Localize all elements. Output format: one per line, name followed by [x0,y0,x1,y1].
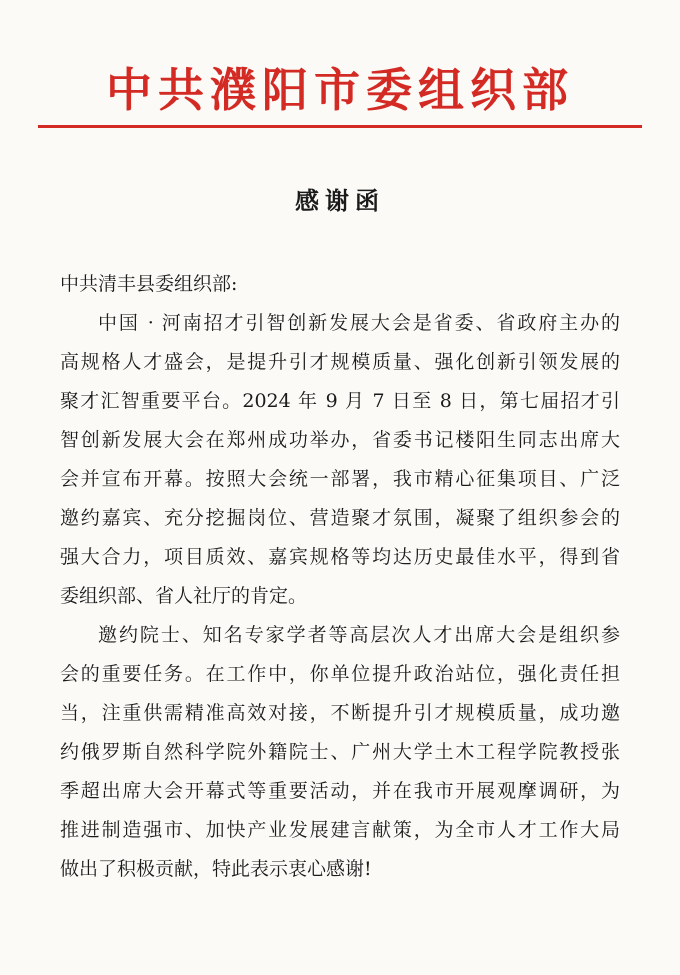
salutation: 中共清丰县委组织部: [60,273,238,295]
paragraph-2-line-6: 推进制造强市、加快产业发展建言献策，为全市人才工作大局 [60,819,620,841]
paragraph-1-line-7: 强大合力，项目质效、嘉宾规格等均达历史最佳水平，得到省 [60,546,620,568]
paragraph-1-line-3: 聚才汇智重要平台。2024 年 9 月 7 日至 8 日，第七届招才引 [60,390,620,412]
paragraph-1-line-5: 会并宣布开幕。按照大会统一部署，我市精心征集项目、广泛 [60,468,620,490]
paragraph-2-line-4: 约俄罗斯自然科学院外籍院士、广州大学土木工程学院教授张 [60,741,620,763]
document-title: 感谢函 [295,186,385,215]
paragraph-1-line-1: 中国 · 河南招才引智创新发展大会是省委、省政府主办的 [98,312,620,334]
paragraph-2-line-1: 邀约院士、知名专家学者等高层次人才出席大会是组织参 [98,624,620,646]
letterhead: 中共濮阳市委组织部 [106,63,574,117]
paragraph-2-line-7: 做出了积极贡献，特此表示衷心感谢! [60,858,372,880]
paragraph-1-line-6: 邀约嘉宾、充分挖掘岗位、营造聚才氛围，凝聚了组织参会的 [60,507,620,529]
paragraph-1-line-2: 高规格人才盛会，是提升引才规模质量、强化创新引领发展的 [60,351,620,373]
paragraph-2-line-3: 当，注重供需精准高效对接，不断提升引才规模质量，成功邀 [60,702,620,724]
paragraph-1-line-4: 智创新发展大会在郑州成功举办，省委书记楼阳生同志出席大 [60,429,620,451]
letterhead-red-rule [38,125,642,128]
paragraph-2-line-5: 季超出席大会开幕式等重要活动，并在我市开展观摩调研，为 [60,780,620,802]
paragraph-1-line-8: 委组织部、省人社厅的肯定。 [60,585,308,607]
paragraph-2-line-2: 会的重要任务。在工作中，你单位提升政治站位，强化责任担 [60,663,620,685]
